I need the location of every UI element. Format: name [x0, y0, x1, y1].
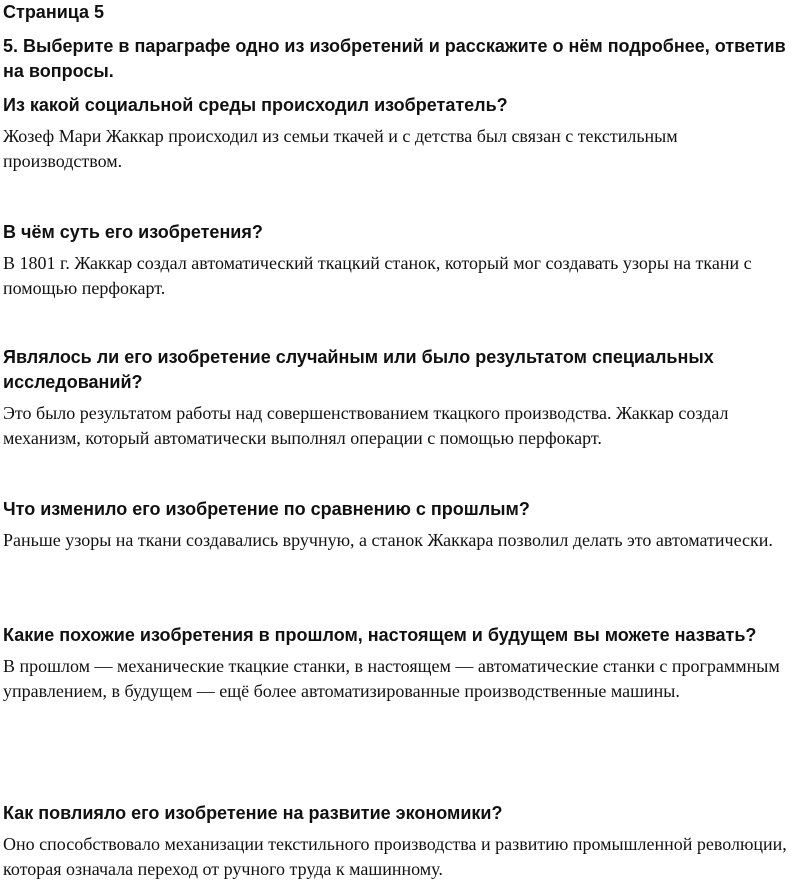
qa-block-accidental — [3, 345, 797, 451]
qa-block-similar — [3, 623, 797, 704]
answer-essence: В 1801 г. Жаккар создал автоматический ткацкий станок, который мог создавать узоры на ткани с помощью перфокарт. — [3, 253, 752, 298]
answer-social-origin: Жозеф Мари Жаккар происходил из семьи ткачей и с детства был связан с текстильным производством. — [3, 126, 678, 171]
task-heading: 5. Выберите в параграфе одно из изобретений и расскажите о нём подробнее, ответив на вопросы. — [3, 36, 786, 81]
answer-change: Раньше узоры на ткани создавались вручную, а станок Жаккара позволил делать это автоматически. — [3, 530, 773, 550]
question-accidental: Являлось ли его изобретение случайным или было результатом специальных исследований? — [3, 347, 714, 392]
question-social-origin: Из какой социальной среды происходил изобретатель? — [3, 95, 508, 115]
answer-accidental: Это было результатом работы над совершенствованием ткацкого производства. Жаккар создал механизм, который автоматически выполнял операции с помощью перфокарт. — [3, 403, 729, 448]
qa-block-economy — [3, 801, 797, 882]
answer-similar: В прошлом — механические ткацкие станки, в настоящем — автоматические станки с программным управлением, в будущем — ещё более автоматизированные производственные машины. — [3, 656, 780, 701]
answer-economy: Оно способствовало механизации текстильного производства и развитию промышленной революции, которая означала переход от ручного труда к машинному. — [3, 834, 787, 879]
question-essence: В чём суть его изобретения? — [3, 222, 263, 242]
qa-block-change — [3, 497, 797, 553]
question-change: Что изменило его изобретение по сравнению с прошлым? — [3, 499, 530, 519]
page-label: Страница 5 — [3, 2, 105, 22]
qa-block-social-origin — [3, 93, 797, 174]
question-economy: Как повлияло его изобретение на развитие экономики? — [3, 803, 503, 823]
question-similar: Какие похожие изобретения в прошлом, настоящем и будущем вы можете назвать? — [3, 625, 757, 645]
qa-block-essence — [3, 220, 797, 301]
